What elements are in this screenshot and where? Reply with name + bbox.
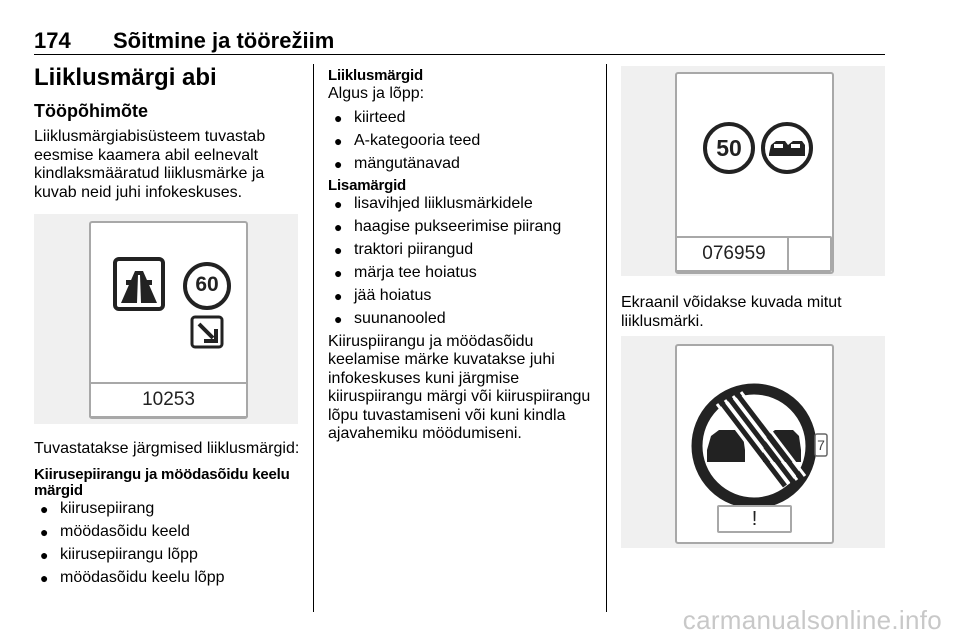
list-item: ● möödasõidu keelu lõpp: [34, 569, 304, 592]
header-rule: [34, 54, 885, 55]
speed-signs-list: [34, 500, 304, 592]
motorway-icon: [115, 259, 163, 309]
column-2: [328, 68, 596, 444]
list-item: ● suunanooled: [328, 310, 596, 333]
column-divider-1: [313, 64, 314, 612]
subtitle: Tööpõhimõte: [34, 101, 148, 121]
page-title: Liiklusmärgi abi: [34, 64, 217, 91]
list-item: ● kiirusepiirang: [34, 500, 304, 523]
list-item: ● möödasõidu keeld: [34, 523, 304, 546]
arrow-sign-icon: [192, 317, 222, 347]
figure-end-no-overtaking: [621, 336, 885, 548]
display-panel: [675, 344, 834, 544]
additional-signs-subhead: Lisamärgid: [328, 177, 407, 194]
section-title: Sõitmine ja töörežiim: [113, 28, 335, 53]
detect-text: Tuvastatakse järgmised liiklusmärgid:: [34, 440, 300, 457]
list-item: ● märja tee hoiatus: [328, 264, 596, 287]
multiple-signs-text: Ekraanil võidakse kuvada mitut liiklusmärki.: [621, 294, 842, 330]
list-item: ● traktori piirangud: [328, 241, 596, 264]
list-item: ● lisavihjed liiklusmärkidele: [328, 195, 596, 218]
column-1: [34, 64, 304, 202]
figure-speed-overtaking: [621, 66, 885, 276]
plate-number: 10253: [89, 382, 248, 418]
display-duration-text: Kiiruspiirangu ja möödasõidu keelamise märke kuvatakse juhi infokeskuses kuni järgmise kiiruspiirangu märgi või kiiruspiirangu lõpu tuvastamiseni või kuni kindla ajavahemiku möödumiseni.: [328, 332, 591, 442]
list-item: ● mängutänavad: [328, 155, 596, 178]
speed-value: 50: [716, 135, 742, 161]
plate-number: 076959: [675, 236, 793, 272]
empty-plate: [787, 236, 832, 272]
warning-plate: !: [717, 505, 792, 533]
figure-highway-sign: [34, 214, 298, 424]
intro-text: Liiklusmärgiabisüsteem tuvastab eesmise kaamera abil eelnevalt kindlaksmääratud liiklusmärke ja kuvab neid juhi infokeskuses.: [34, 128, 266, 201]
list-item: ● haagise pukseerimise piirang: [328, 218, 596, 241]
list-item: ● A-kategooria teed: [328, 132, 596, 155]
no-overtaking-icon: [763, 124, 811, 172]
list-item: ● kiirteed: [328, 109, 596, 132]
list-item: ● kiirusepiirangu lõpp: [34, 546, 304, 569]
column-3-text: [621, 294, 885, 331]
start-end-text: Algus ja lõpp:: [328, 84, 425, 102]
column-divider-2: [606, 64, 607, 612]
speed-value: 60: [195, 273, 219, 296]
speed-signs-subhead: Kiirusepiirangu ja möödasõidu keelu märgid: [34, 465, 290, 499]
additional-signs-list: [328, 195, 596, 333]
list-item: ● jää hoiatus: [328, 287, 596, 310]
page-number: 174: [34, 28, 71, 53]
mini-sign-number: 7: [817, 437, 825, 453]
traffic-signs-subhead: Liiklusmärgid: [328, 67, 423, 84]
watermark: carmanualsonline.info: [682, 605, 942, 635]
road-type-list: [328, 109, 596, 178]
column-1-lower: [34, 440, 304, 592]
